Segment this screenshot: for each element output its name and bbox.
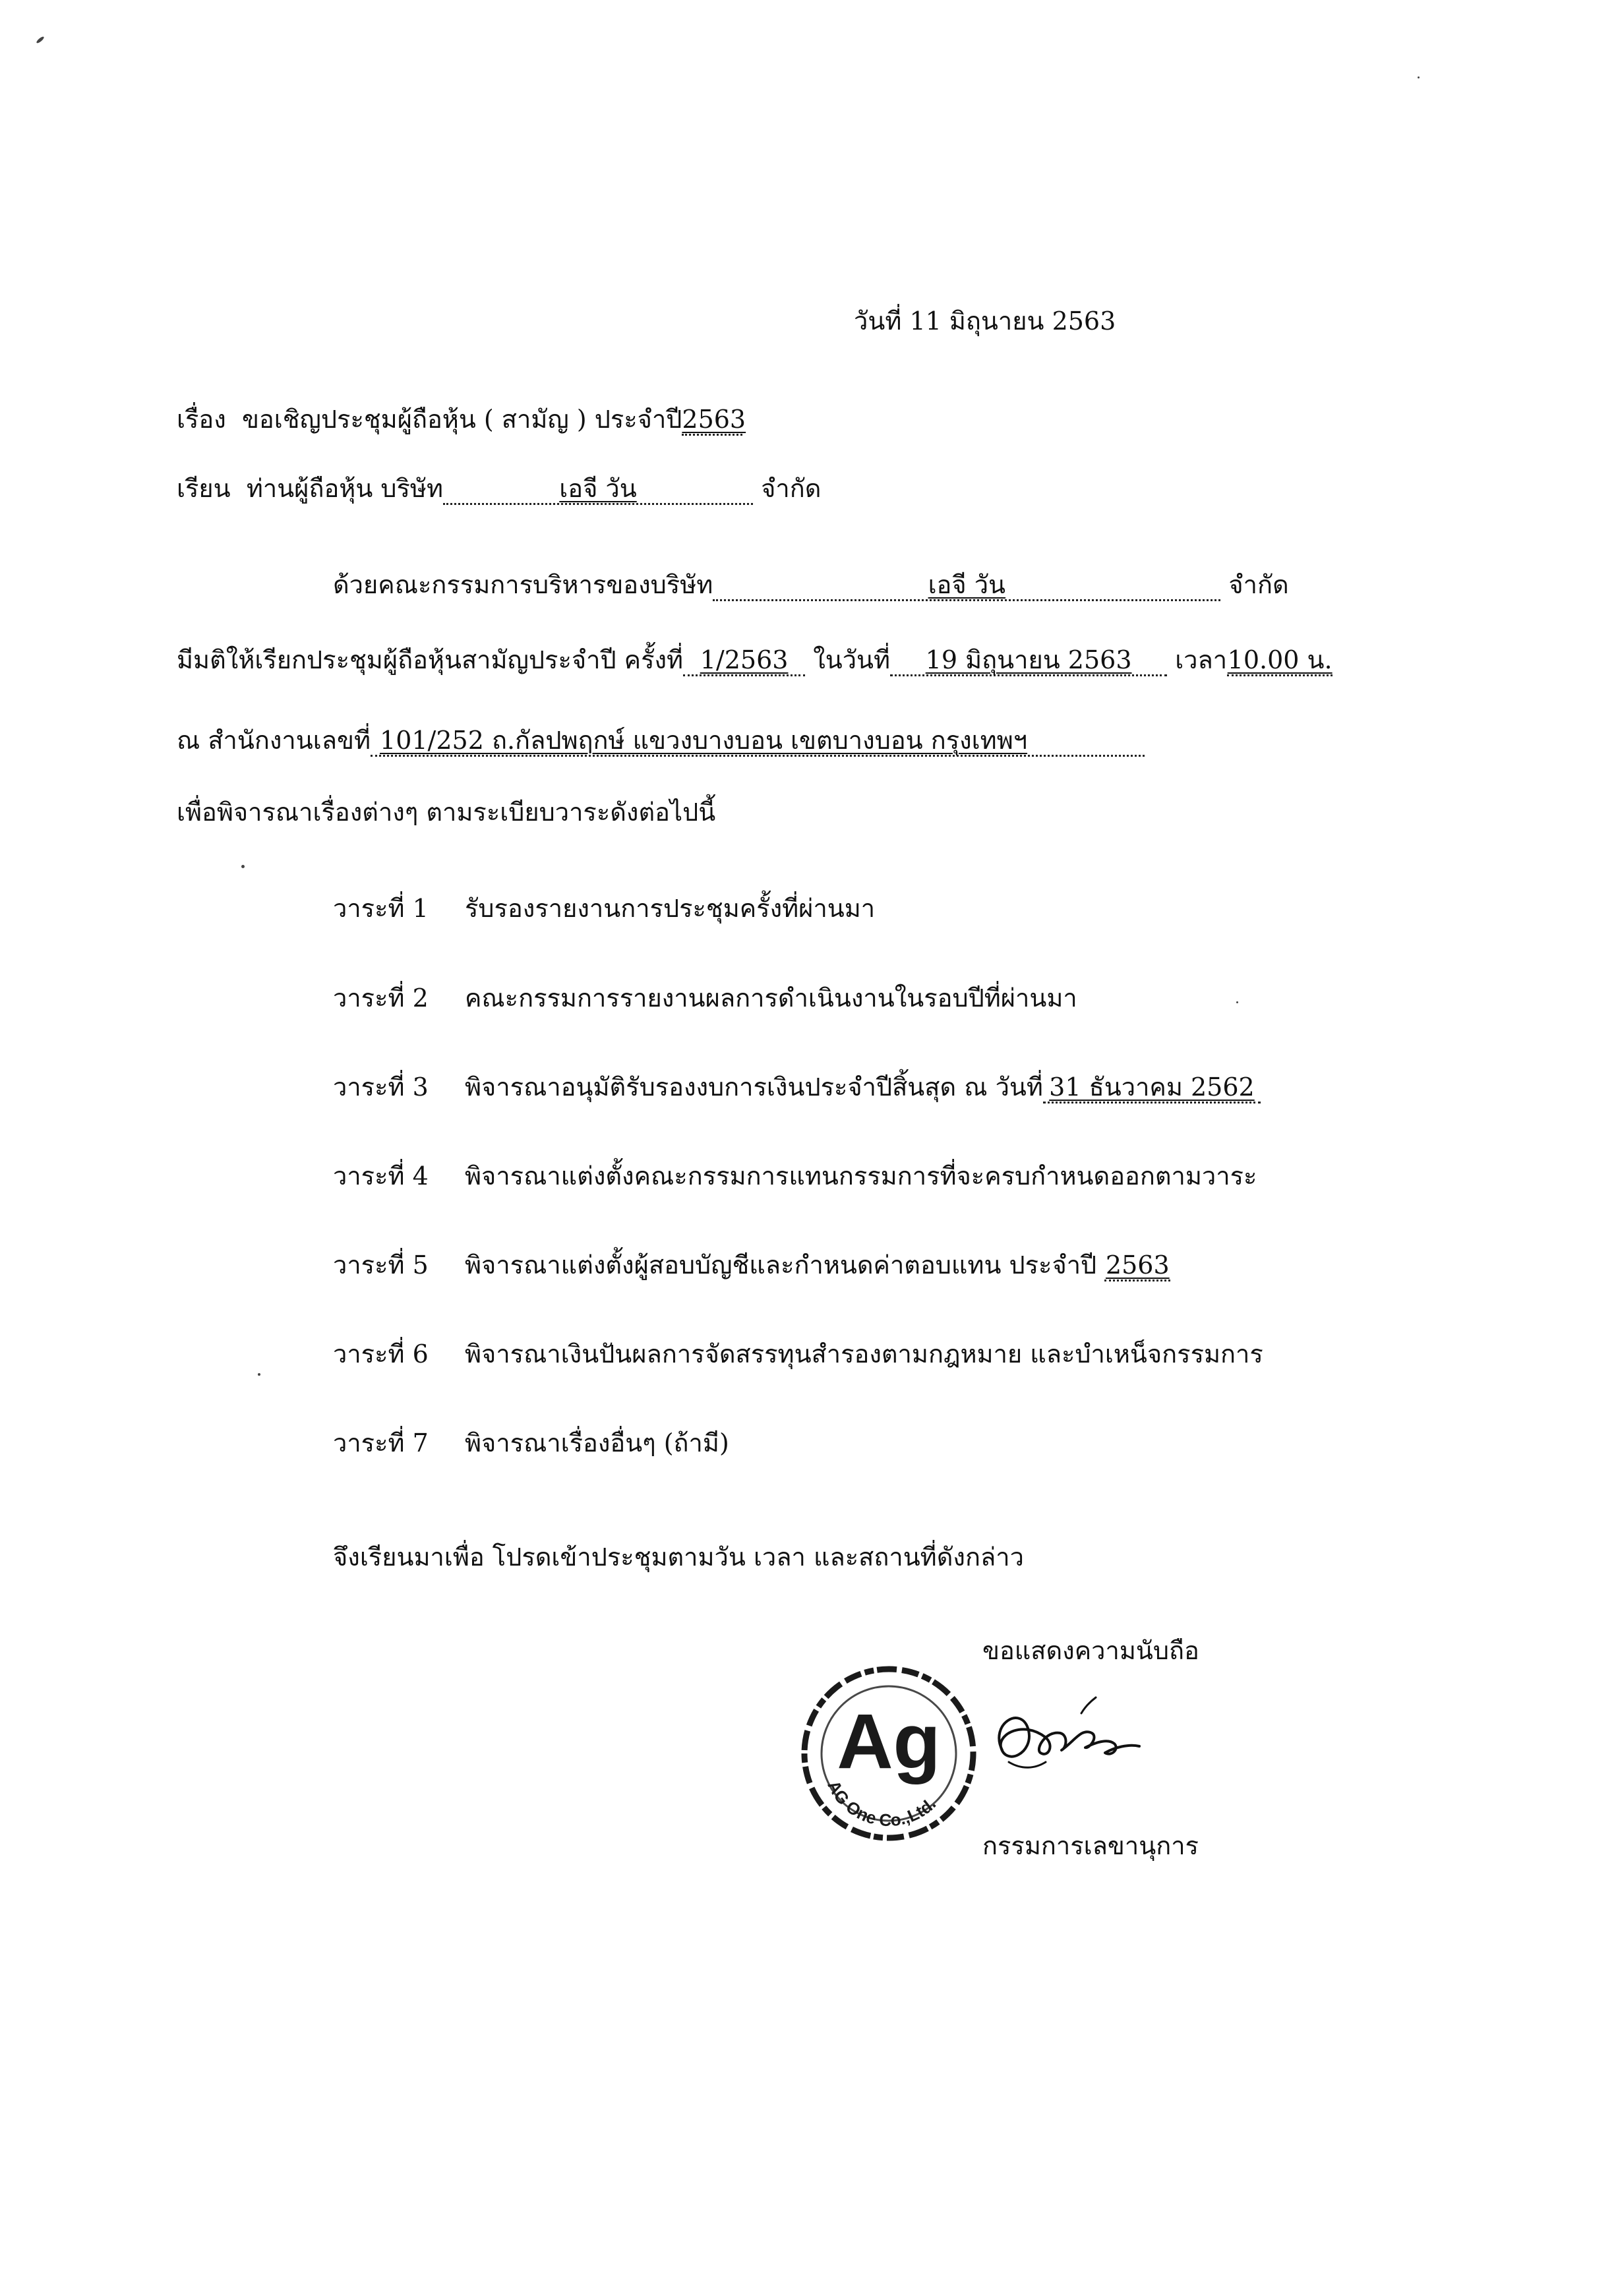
recipient-line: [177, 473, 821, 505]
agenda-item-4: [333, 1160, 1257, 1192]
agenda-number: วาระที่ 7: [333, 1428, 429, 1457]
agenda-text: พิจารณาเรื่องอื่นๆ (ถ้ามี): [465, 1428, 729, 1457]
agenda-item-6: [333, 1338, 1263, 1370]
agenda-number: วาระที่ 2: [333, 984, 429, 1013]
agenda-item-5: [333, 1249, 1170, 1281]
subject-label: เรื่อง: [177, 405, 226, 434]
body-line-2-prefix: มีมติให้เรียกประชุมผู้ถือหุ้นสามัญประจำปี ครั้งที่: [177, 645, 684, 674]
agenda-text: คณะกรรมการรายงานผลการดำเนินงานในรอบปีที่ผ่านมา: [465, 984, 1077, 1013]
agenda-number: วาระที่ 1: [333, 894, 429, 923]
meeting-number: 1/2563: [683, 645, 805, 676]
body-line-4: เพื่อพิจารณาเรื่องต่างๆ ตามระเบียบวาระดังต่อไปนี้: [177, 798, 716, 827]
regards-line: ขอแสดงความนับถือ: [982, 1636, 1199, 1665]
stamp-ring-text: AG One Co.,Ltd.: [824, 1777, 940, 1831]
subject-text: ขอเชิญประชุมผู้ถือหุ้น ( สามัญ ) ประจำปี: [241, 405, 682, 434]
agenda-item-7: [333, 1427, 729, 1459]
recipient-text: ท่านผู้ถือหุ้น บริษัท: [246, 474, 444, 503]
agenda-item-2: [333, 982, 1077, 1014]
meeting-date: 19 มิถุนายน 2563: [890, 645, 1167, 676]
auditor-year: 2563: [1104, 1251, 1170, 1281]
financial-year-end-date: 31 ธันวาคม 2562: [1043, 1073, 1261, 1104]
recipient-label: เรียน: [177, 474, 231, 503]
body-line-3: [177, 724, 1145, 757]
scan-speck: [258, 1373, 260, 1376]
agenda-number: วาระที่ 5: [333, 1251, 429, 1280]
company-stamp: [796, 1661, 981, 1846]
subject-line: [177, 403, 746, 436]
meeting-time-label: เวลา: [1175, 645, 1228, 674]
body-line-2: [177, 644, 1333, 676]
agenda-number: วาระที่ 4: [333, 1162, 429, 1191]
signer-title: กรรมการเลขานุการ: [982, 1831, 1199, 1860]
board-company-name: เอจี วัน: [713, 570, 1220, 601]
agenda-text: พิจารณาเงินปันผลการจัดสรรทุนสำรองตามกฎหมาย และบำเหน็จกรรมการ: [465, 1339, 1263, 1369]
closing-line: จึงเรียนมาเพื่อ โปรดเข้าประชุมตามวัน เวลา และสถานที่ดังกล่าว: [333, 1543, 1024, 1572]
agenda-number: วาระที่ 3: [333, 1073, 429, 1102]
agenda-item-3: [333, 1071, 1261, 1104]
meeting-time: 10.00 น.: [1227, 645, 1333, 676]
body-line-1: [333, 569, 1289, 601]
agenda-text: พิจารณาแต่งตั้งคณะกรรมการแทนกรรมการที่จะครบกำหนดออกตามวาระ: [465, 1162, 1257, 1191]
agenda-item-1: [333, 893, 875, 924]
subject-year: 2563: [682, 405, 742, 436]
agenda-text: พิจารณาอนุมัติรับรองงบการเงินประจำปีสิ้นสุด ณ วันที่: [465, 1073, 1043, 1102]
signature-stroke: [999, 1718, 1139, 1757]
recipient-company: เอจี วัน: [443, 474, 753, 505]
signature: [982, 1684, 1147, 1796]
body-line-1-suffix: จำกัด: [1228, 570, 1289, 599]
signature-tick: [1081, 1697, 1096, 1713]
agenda-text: พิจารณาแต่งตั้งผู้สอบบัญชีและกำหนดค่าตอบแทน ประจำปี: [465, 1251, 1097, 1280]
recipient-suffix: จำกัด: [761, 474, 822, 503]
stamp-logo: Ag: [837, 1698, 941, 1785]
agenda-text: รับรองรายงานการประชุมครั้งที่ผ่านมา: [465, 894, 876, 923]
scan-speck: [1236, 1001, 1238, 1003]
agenda-number: วาระที่ 6: [333, 1339, 429, 1369]
scan-mark: [36, 36, 45, 44]
meeting-date-label: ในวันที่: [813, 645, 891, 674]
address-label: ณ สำนักงานเลขที่: [177, 726, 371, 755]
signature-underline: [1009, 1762, 1046, 1767]
letter-date: วันที่ 11 มิถุนายน 2563: [854, 307, 1116, 336]
scan-speck: [1418, 76, 1420, 78]
meeting-address: 101/252 ถ.กัลปพฤกษ์ แขวงบางบอน เขตบางบอน กรุงเทพฯ: [371, 726, 1145, 757]
body-line-1-prefix: ด้วยคณะกรรมการบริหารของบริษัท: [333, 570, 713, 599]
scan-speck: [241, 865, 245, 868]
